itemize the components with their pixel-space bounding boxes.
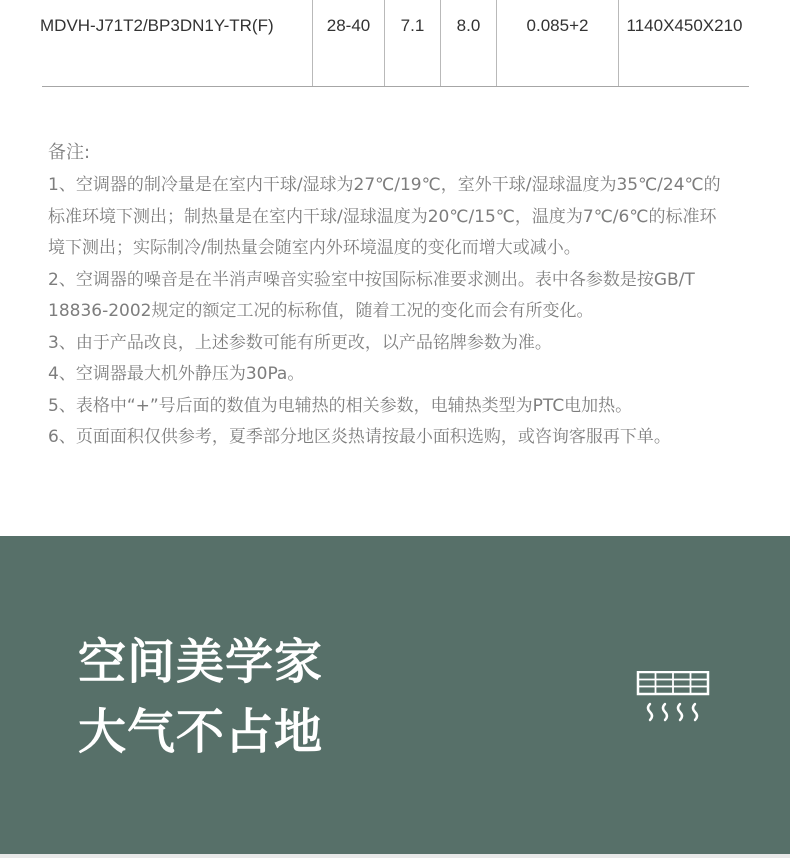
note-line: 3、由于产品改良，上述参数可能有所更改，以产品铭牌参数为准。 [48,332,552,353]
note-line: 境下测出；实际制冷/制热量会随室内外环境温度的变化而增大或减小。 [48,238,581,258]
note-line: 5、表格中“+”号后面的数值为电辅热的相关参数，电辅热类型为PTC电加热。 [48,395,633,416]
banner-subheadline: 大气不占地 [78,704,324,760]
notes-title: 备注: [48,142,91,163]
note-line: 1、空调器的制冷量是在室内干球/湿球为27℃/19℃，室外干球/湿球温度为35℃/24℃的 [48,175,721,195]
power-cell: 0.085+2 [496,0,618,87]
table-divider [42,86,749,87]
notes-section [48,136,748,454]
area-cell: 28-40 [312,0,384,87]
air-conditioner-icon [636,671,710,725]
note-line: 标准环境下测出；制热量是在室内干球/湿球温度为20℃/15℃，温度为7℃/6℃的标准环 [48,206,717,227]
section-divider [0,854,790,858]
spec-table [40,0,750,87]
banner-headline: 空间美学家 [78,634,324,690]
table-row [40,0,750,87]
note-line: 6、页面面积仅供参考，夏季部分地区炎热请按最小面积选购，或咨询客服再下单。 [48,427,671,447]
model-cell: MDVH-J71T2/BP3DN1Y-TR(F) [40,16,274,35]
heating-capacity-cell: 8.0 [440,0,496,87]
dimensions-cell: 1140X450X210 [618,0,750,87]
note-line: 4、空调器最大机外静压为30Pa。 [48,364,305,384]
note-line: 2、空调器的噪音是在半消声噪音实验室中按国际标准要求测出。表中各参数是按GB/T [48,269,695,290]
cooling-capacity-cell: 7.1 [384,0,440,87]
feature-banner [0,536,790,858]
note-line: 18836-2002规定的额定工况的标称值，随着工况的变化而会有所变化。 [48,301,594,321]
